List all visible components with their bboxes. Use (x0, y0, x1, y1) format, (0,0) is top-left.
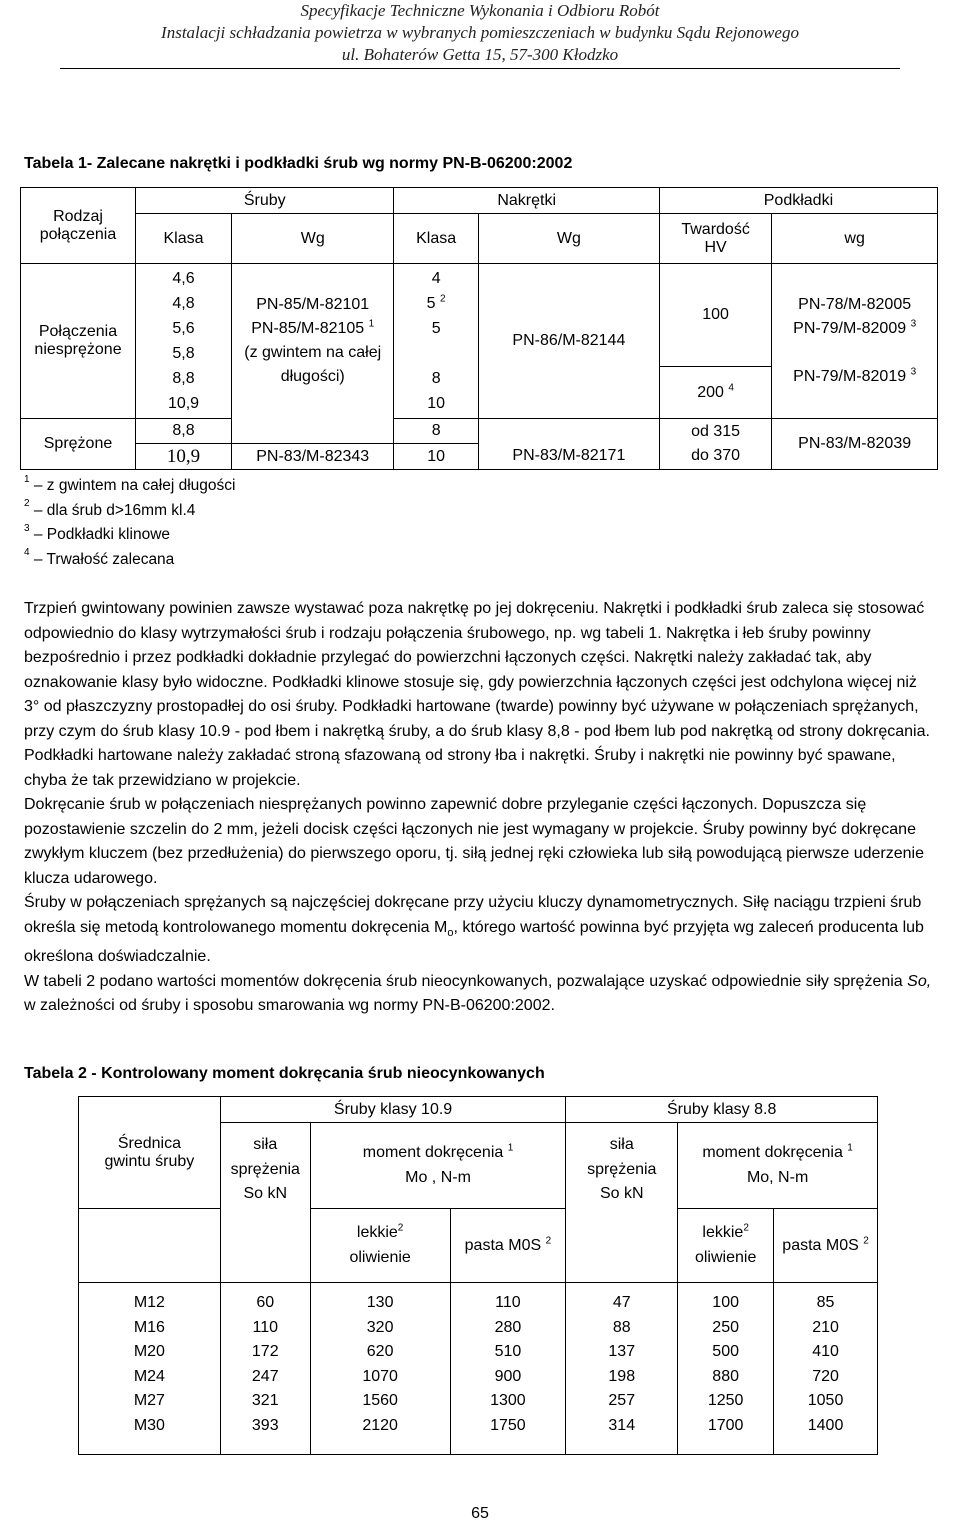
paragraph: Śruby w połączeniach sprężanych są najczęściej dokręcane przy użyciu kluczy dynamometrycznych. Siłę naciągu trzpieni śrub określa się metodą kontrolowanego momentu dokręcenia $M_o$, którego wartość powinna być przyjęta wg zaleceń producenta lub określona doświadczalnie. (24, 894, 924, 966)
header-light-oil-109: lekkie$^2$ oliwienie (310, 1209, 450, 1283)
page-number: 65 (471, 1505, 489, 1522)
header-force-88: siła sprężenia So kN (566, 1123, 678, 1283)
header-class-88: Śruby klasy 8.8 (566, 1097, 878, 1123)
nut-class-10-prestressed: 10 (394, 444, 478, 470)
paragraph: Dokręcanie śrub w połączeniach niesprężanych powinno zapewnić dobre przyleganie części łączonych. Dopuszcza się pozostawienie szczelin do 2 mm, jeżeli docisk części łączonych nie jest wymagany w projekcie. Śruby powinny być dokręcane zwykłym kluczem (bez przedłużenia) do pierwszego oporu, tj. siłą jednej ręki człowieka lub siłą powodującą pierwsze uderzenie klucza udarowego. (24, 796, 924, 887)
table2 (78, 1096, 878, 1455)
hardness-prestressed: od 315 do 370 (659, 419, 771, 470)
header-title: Specyfikacje Techniczne Wykonania i Odbioru Robót (300, 1, 660, 20)
hardness-nonprestressed: 100 200 $^4$ (659, 264, 771, 419)
bolt-class-88-prestressed: 8,8 (136, 419, 232, 444)
footnote: $^4$ – Trwałość zalecana (24, 547, 175, 568)
nut-class-8-prestressed: 8 (394, 419, 478, 444)
footnote: $^2$ – dla śrub d>16mm kl.4 (24, 498, 196, 519)
nut-standard-empty (478, 419, 659, 444)
header-subtitle: Instalacji schładzania powietrza w wybranych pomieszczeniach w budynku Sądu Rejonowego (161, 23, 799, 42)
bolt-classes-nonprestressed: 4,6 4,8 5,6 5,8 8,8 10,9 (136, 264, 232, 419)
header-class-109: Śruby klasy 10.9 (220, 1097, 566, 1123)
header-diameter-lower (79, 1209, 221, 1283)
footnote: $^1$ – z gwintem na całej długości (24, 473, 236, 494)
col-mo-88-oil: 100 250 500 880 1250 1700 (678, 1283, 774, 1455)
body-text (24, 597, 936, 1019)
paragraph: W tabeli 2 podano wartości momentów dokręcenia śrub nieocynkowanych, pozwalające uzyskać odpowiednie siły sprężenia So, w zależności od śruby i sposobu smarowania wg normy PN-B-06200:2002. (24, 972, 932, 1015)
header-wg-nut: Wg (478, 214, 659, 264)
header-moment-109: moment dokręcenia $^1$ Mo , N-m (310, 1123, 566, 1209)
header-diameter: Średnica gwintu śruby (79, 1097, 221, 1209)
header-rule (60, 68, 900, 69)
type-nonprestressed: Połączenia niesprężone (21, 264, 136, 419)
header-wg: Wg (232, 214, 394, 264)
header-twardosc: Twardość HV (659, 214, 771, 264)
header-klasa: Klasa (136, 214, 232, 264)
header-address: ul. Bohaterów Getta 15, 57-300 Kłodzko (341, 45, 619, 64)
washer-standard-nonprestressed: PN-78/M-82005 PN-79/M-82009 $^3$ PN-79/M-82019 $^3$ (772, 264, 938, 419)
header-podkladki: Podkładki (659, 188, 937, 214)
nut-classes-nonprestressed: 4 5 $^2$ 5 8 10 (394, 264, 478, 419)
header-moment-88: moment dokręcenia $^1$ Mo, N-m (678, 1123, 878, 1209)
col-mo-88-paste: 85 210 410 720 1050 1400 (774, 1283, 878, 1455)
bolt-standard-prestressed: PN-83/M-82343 (232, 444, 394, 470)
table1-footnotes (24, 474, 235, 572)
col-so-88: 47 88 137 198 257 314 (566, 1283, 678, 1455)
nut-standard-prestressed: PN-83/M-82171 (478, 444, 659, 470)
header-rodzaj: Rodzaj połączenia (21, 188, 136, 264)
table2-data (79, 1283, 878, 1455)
nut-standard-nonprestressed: PN-86/M-82144 (478, 264, 659, 419)
document-header (0, 0, 960, 66)
header-wg-washer: wg (772, 214, 938, 264)
washer-standard-prestressed: PN-83/M-82039 (772, 419, 938, 470)
header-nakretki: Nakrętki (394, 188, 659, 214)
col-diameters: M12 M16 M20 M24 M27 M30 (79, 1283, 221, 1455)
header-sruby: Śruby (136, 188, 394, 214)
table1-caption: Tabela 1- Zalecane nakrętki i podkładki śrub wg normy PN-B-06200:2002 (24, 155, 573, 172)
paragraph: Trzpień gwintowany powinien zawsze wystawać poza nakrętkę po jej dokręceniu. Nakrętki i podkładki śrub zaleca się stosować odpowiednio do klasy wytrzymałości śrub i rodzaju połączenia śrubowego, np. wg tabeli 1. Nakrętka i łeb śruby powinny bezpośrednio i przez podkładki dokładnie przylegać do powierzchni łączonych części. Nakrętki należy zakładać tak, aby oznakowanie klasy było widoczne. Podkładki klinowe stosuje się, gdy powierzchnia łączonych części jest odchylona więcej niż 3° od płaszczyzny prostopadłej do osi śruby. Podkładki hartowane (twarde) powinny być używane w połączeniach sprężanych, przy czym do śrub klasy 10.9 - pod łbem i nakrętką śruby, a do śrub klasy 8,8 - pod łbem lub pod nakrętką od strony dokręcania. Podkładki hartowane należy zakładać stroną sfazowaną od strony łba i nakrętki. Śruby i nakrętki nie powinny być spawane, chyba że tak przewidziano w projekcie. (24, 600, 930, 789)
table1 (20, 187, 938, 470)
header-force-109: siła sprężenia So kN (220, 1123, 310, 1283)
bolt-class-109-prestressed: 10,9 (136, 444, 232, 470)
bolt-standard-nonprestressed: PN-85/M-82101 PN-85/M-82105 $^1$ (z gwintem na całej długości) (232, 264, 394, 419)
header-paste-88: pasta M0S $^2$ (774, 1209, 878, 1283)
bolt-standard-empty (232, 419, 394, 444)
type-prestressed: Sprężone (21, 419, 136, 470)
col-mo-109-paste: 110 280 510 900 1300 1750 (450, 1283, 566, 1455)
header-light-oil-88: lekkie$^2$ oliwienie (678, 1209, 774, 1283)
header-paste-109: pasta M0S $^2$ (450, 1209, 566, 1283)
header-klasa-nut: Klasa (394, 214, 478, 264)
footnote: $^3$ – Podkładki klinowe (24, 522, 171, 543)
col-mo-109-oil: 130 320 620 1070 1560 2120 (310, 1283, 450, 1455)
col-so-109: 60 110 172 247 321 393 (220, 1283, 310, 1455)
table2-caption: Tabela 2 - Kontrolowany moment dokręcania śrub nieocynkowanych (24, 1065, 545, 1082)
